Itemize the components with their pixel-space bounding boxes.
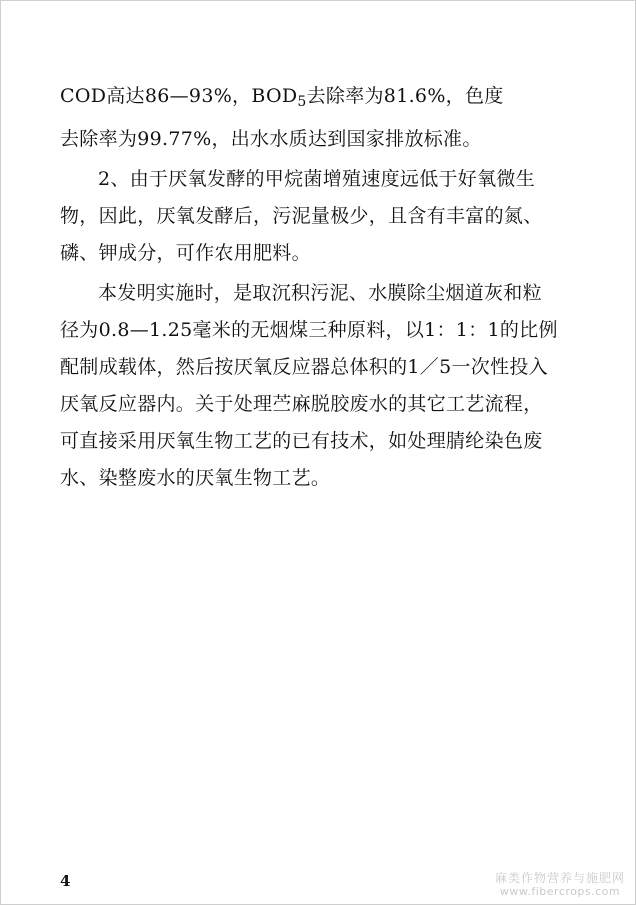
watermark-site-name: 麻类作物营养与施肥网 (494, 871, 625, 885)
document-body (60, 78, 560, 498)
paragraph-implementation: 本发明实施时，是取沉积污泥、水膜除尘烟道灰和粒径为0.8—1.25毫米的无烟煤三种原料，以1：1：1的比例配制成载体，然后按厌氧反应器总体积的1／5一次性投入厌氧反应器内。关于处理苎麻脱胶废水的其它工艺流程，可直接采用厌氧生物工艺的已有技术，如处理腈纶染色废水、染整废水的厌氧生物工艺。 (60, 282, 558, 489)
subscript-five: 5 (297, 94, 307, 110)
watermark (490, 871, 630, 899)
paragraph-text: 去除率为99.77%，出水水质达到国家排放标准。 (60, 128, 482, 150)
page-number: 4 (60, 872, 71, 890)
paragraph-text: 去除率为81.6%，色度 (306, 85, 504, 107)
paragraph-sludge-fertilizer: 2、由于厌氧发酵的甲烷菌增殖速度远低于好氧微生物，因此，厌氧发酵后，污泥量极少，且含有丰富的氮、磷、钾成分，可作农用肥料。 (60, 168, 543, 264)
watermark-url: www.fibercrops.com (499, 885, 621, 898)
paragraph-result-rates (60, 78, 560, 158)
paragraph-text: COD高达86—93%，BOD (60, 85, 298, 107)
